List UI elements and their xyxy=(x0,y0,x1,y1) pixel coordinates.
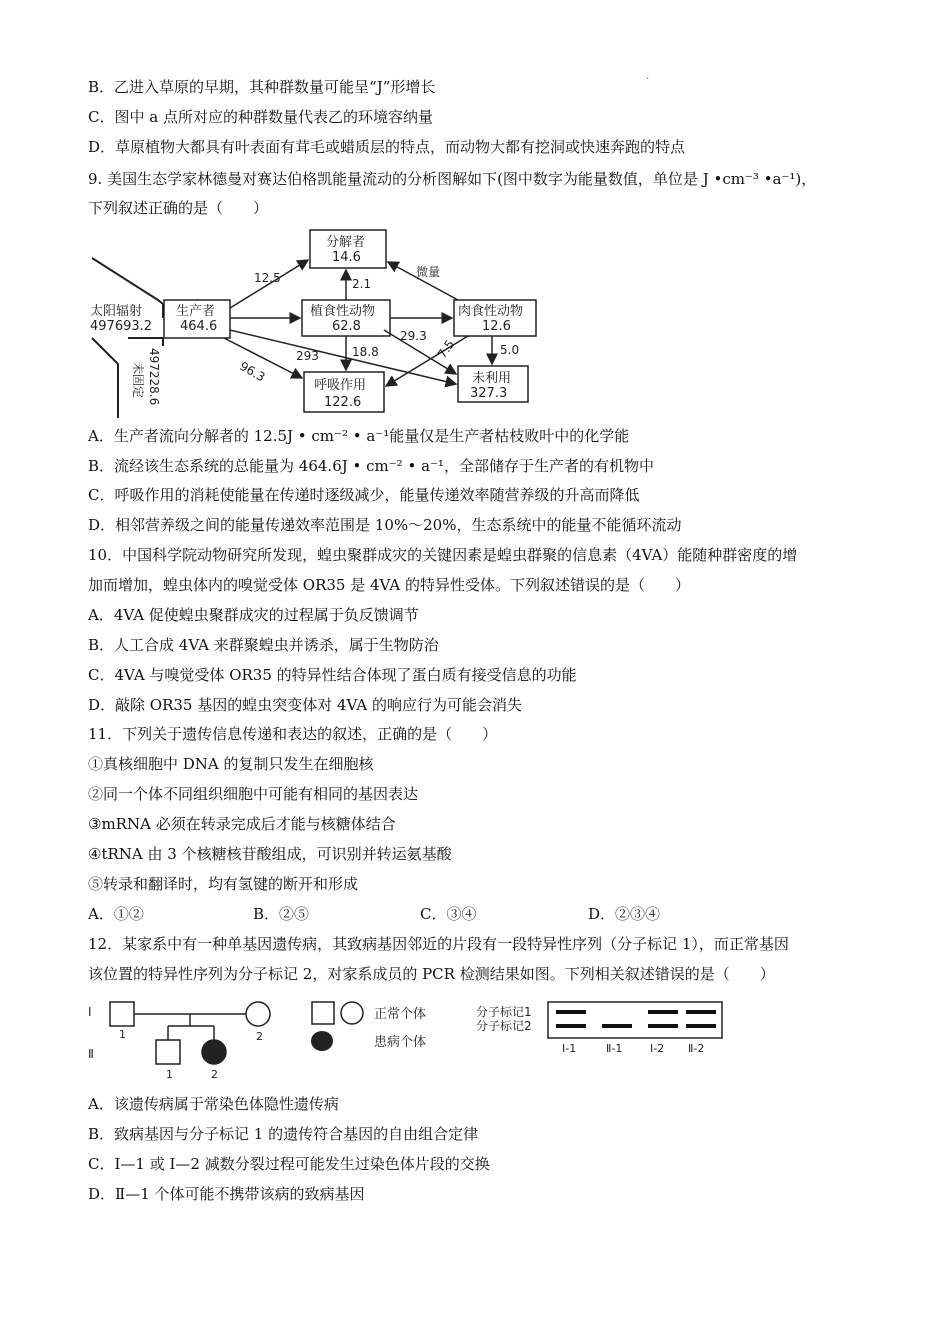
flow-c-to-d: 微量 xyxy=(416,265,441,279)
q12-stem-1: 12．某家系中有一种单基因遗传病，其致病基因邻近的片段有一段特异性序列（分子标记 1），而正常基因 xyxy=(88,935,789,953)
arrow-c-to-r xyxy=(386,336,468,386)
band-lane1-marker2 xyxy=(556,1024,586,1028)
band-lane1-marker1 xyxy=(556,1010,586,1014)
band-lane4-marker1 xyxy=(686,1010,716,1014)
unfixed-value: 497228.6 xyxy=(147,348,161,406)
respiration-value: 122.6 xyxy=(324,395,362,410)
individual-ii2-affected-circle xyxy=(202,1040,226,1064)
flow-p-to-r: 96.3 xyxy=(237,358,268,385)
lane-label-1: Ⅰ-1 xyxy=(562,1042,577,1055)
unfixed-label: 未固定 xyxy=(131,362,145,399)
band-lane4-marker2 xyxy=(686,1024,716,1028)
q9-option-a: A．生产者流向分解者的 12.5J • cm⁻² • a⁻¹能量仅是生产者枯枝败叶中的化学能 xyxy=(88,427,630,445)
flow-c-to-r: 7.5 xyxy=(434,337,458,361)
q9-stem-1: 9. 美国生态学家林德曼对赛达伯格凯能量流动的分析图解如下(图中数字为能量数值，单位是 J •cm⁻³ •a⁻¹)， xyxy=(88,170,817,188)
q12-option-b: B．致病基因与分子标记 1 的遗传符合基因的自由组合定律 xyxy=(88,1125,479,1143)
q10-option-b: B．人工合成 4VA 来群聚蝗虫并诱杀，属于生物防治 xyxy=(88,636,439,654)
lane-label-2: Ⅱ-1 xyxy=(606,1042,623,1055)
decomposer-value: 14.6 xyxy=(332,250,361,265)
pedigree-legend xyxy=(308,996,458,1056)
unused-value: 327.3 xyxy=(470,386,508,401)
flow-h-to-d: 2.1 xyxy=(352,277,372,291)
q11-statement-3: ③mRNA 必须在转录完成后才能与核糖体结合 xyxy=(88,815,396,833)
lane-label-4: Ⅱ-2 xyxy=(688,1042,705,1055)
q11-statement-1: ①真核细胞中 DNA 的复制只发生在细胞核 xyxy=(88,755,374,773)
q9-option-d: D．相邻营养级之间的能量传递效率范围是 10%～20%，生态系统中的能量不能循环流动 xyxy=(88,516,682,534)
option-c-line: C．图中 a 点所对应的种群数量代表乙的环境容纳量 xyxy=(88,108,433,126)
producer-value: 464.6 xyxy=(180,319,218,334)
legend-normal-circle xyxy=(341,1002,363,1024)
flow-c-to-u: 5.0 xyxy=(500,343,520,357)
sun-label: 太阳辐射 xyxy=(90,304,143,319)
flow-p-to-u: 293 xyxy=(296,349,319,363)
ii1-number: 1 xyxy=(166,1068,173,1081)
marker2-label: 分子标记2 xyxy=(476,1019,532,1033)
q12-option-a: A．该遗传病属于常染色体隐性遗传病 xyxy=(88,1095,339,1113)
q12-option-d: D．Ⅱ—1 个体可能不携带该病的致病基因 xyxy=(88,1185,365,1203)
i2-number: 2 xyxy=(256,1030,263,1043)
q10-option-a: A．4VA 促使蝗虫聚群成灾的过程属于负反馈调节 xyxy=(88,606,419,624)
carnivore-label: 肉食性动物 xyxy=(458,304,524,319)
q11-option-d: D．②③④ xyxy=(588,905,661,923)
q11-option-b: B．②⑤ xyxy=(253,905,310,923)
option-d-line: D．草原植物大都具有叶表面有茸毛或蜡质层的特点，而动物大都有挖洞或快速奔跑的特点 xyxy=(88,138,686,156)
q9-stem-2: 下列叙述正确的是（ ） xyxy=(88,199,269,217)
option-b-line: B．乙进入草原的早期，其种群数量可能呈“J”形增长 xyxy=(88,78,436,96)
q12-option-c: C．Ⅰ—1 或 I—2 减数分裂过程可能发生过染色体片段的交换 xyxy=(88,1155,490,1173)
flow-p-to-d: 12.5 xyxy=(254,271,281,285)
herbivore-value: 62.8 xyxy=(332,319,361,334)
q11-option-a: A．①② xyxy=(88,905,144,923)
unused-label: 未利用 xyxy=(472,371,512,386)
carnivore-value: 12.6 xyxy=(482,319,511,334)
sun-ray-top xyxy=(92,258,163,304)
q10-option-c: C．4VA 与嗅觉受体 OR35 的特异性结合体现了蛋白质有接受信息的功能 xyxy=(88,666,577,684)
q9-option-b: B．流经该生态系统的总能量为 464.6J • cm⁻² • a⁻¹，全部储存于生产者的有机物中 xyxy=(88,457,654,475)
generation-2-label: Ⅱ xyxy=(88,1047,94,1061)
q9-option-c: C．呼吸作用的消耗使能量在传递时逐级减少，能量传递效率随营养级的升高而降低 xyxy=(88,486,640,504)
legend-affected-label: 患病个体 xyxy=(374,1035,427,1050)
gel-frame xyxy=(548,1002,722,1038)
band-lane3-marker1 xyxy=(648,1010,678,1014)
sun-ray-bottom xyxy=(92,338,118,418)
q11-statement-4: ④tRNA 由 3 个核糖核苷酸组成，可识别并转运氨基酸 xyxy=(88,845,452,863)
marker1-label: 分子标记1 xyxy=(476,1005,532,1019)
individual-ii1-square xyxy=(156,1040,180,1064)
pcr-gel xyxy=(474,1000,726,1058)
q11-stem: 11．下列关于遗传信息传递和表达的叙述，正确的是（ ） xyxy=(88,725,498,743)
ii2-number: 2 xyxy=(211,1068,218,1081)
q11-statement-5: ⑤转录和翻译时，均有氢键的断开和形成 xyxy=(88,875,359,893)
individual-i1-square xyxy=(110,1002,134,1026)
q12-stem-2: 该位置的特异性序列为分子标记 2，对家系成员的 PCR 检测结果如图。下列相关叙述错误的是（ ） xyxy=(88,965,775,983)
i1-number: 1 xyxy=(119,1028,126,1041)
q11-option-c: C．③④ xyxy=(420,905,477,923)
legend-normal-square xyxy=(312,1002,334,1024)
q10-option-d: D．敲除 OR35 基因的蝗虫突变体对 4VA 的响应行为可能会消失 xyxy=(88,696,522,714)
herbivore-label: 植食性动物 xyxy=(310,304,376,319)
energy-flow-diagram xyxy=(88,226,548,418)
producer-label: 生产者 xyxy=(176,304,216,319)
legend-normal-label: 正常个体 xyxy=(374,1007,427,1022)
stray-mark: · xyxy=(646,74,650,85)
band-lane3-marker2 xyxy=(648,1024,678,1028)
q11-statement-2: ②同一个体不同组织细胞中可能有相同的基因表达 xyxy=(88,785,419,803)
respiration-label: 呼吸作用 xyxy=(314,378,367,393)
band-lane2-marker2 xyxy=(602,1024,632,1028)
sun-value: 497693.2 xyxy=(90,319,153,334)
legend-affected-icon xyxy=(311,1031,333,1051)
individual-i2-circle xyxy=(246,1002,270,1026)
q10-stem-1: 10．中国科学院动物研究所发现，蝗虫聚群成灾的关键因素是蝗虫群聚的信息素（4VA）能随种群密度的增 xyxy=(88,546,798,564)
flow-h-to-u: 29.3 xyxy=(400,329,427,343)
generation-1-label: Ⅰ xyxy=(88,1005,92,1019)
flow-h-to-r: 18.8 xyxy=(352,345,379,359)
decomposer-label: 分解者 xyxy=(326,235,366,250)
lane-label-3: Ⅰ-2 xyxy=(650,1042,665,1055)
q10-stem-2: 加而增加，蝗虫体内的嗅觉受体 OR35 是 4VA 的特异性受体。下列叙述错误的是（ ） xyxy=(88,576,690,594)
